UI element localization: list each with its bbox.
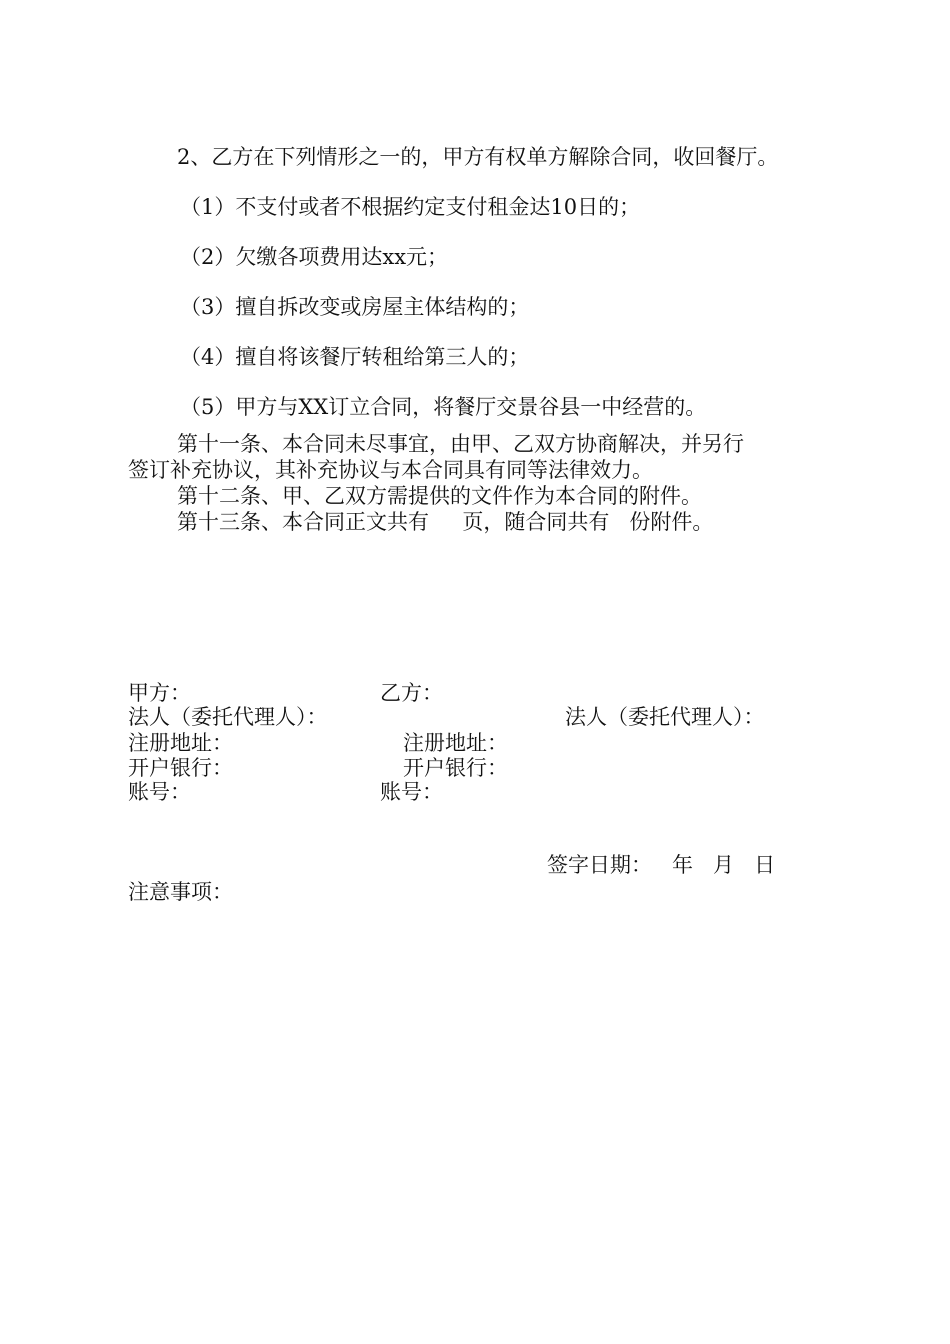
clause-item-2: （2）欠缴各项费用达xx元；: [180, 245, 449, 269]
party-b-account: 账号：: [380, 780, 443, 804]
clause-item-4: （4）擅自将该餐厅转租给第三人的；: [180, 345, 530, 369]
party-a-label: 甲方：: [128, 681, 191, 705]
notes-label: 注意事项：: [128, 880, 233, 904]
clause-item-1: （1）不支付或者不根据约定支付租金达10日的；: [180, 195, 641, 219]
party-b-bank: 开户银行：: [403, 756, 508, 780]
article-11-line-2: 签订补充协议，其补充协议与本合同具有同等法律效力。: [128, 458, 653, 482]
clause-item-5: （5）甲方与XX订立合同，将餐厅交景谷县一中经营的。: [180, 395, 707, 419]
party-b-address: 注册地址：: [403, 731, 508, 755]
party-a-account: 账号：: [128, 780, 191, 804]
party-a-legal-rep: 法人（委托代理人）：: [128, 705, 328, 729]
party-b-label: 乙方：: [380, 681, 443, 705]
article-13: 第十三条、本合同正文共有 页，随合同共有 份附件。: [177, 510, 714, 534]
clause-item-3: （3）擅自拆改变或房屋主体结构的；: [180, 295, 530, 319]
clause-intro: 2、乙方在下列情形之一的，甲方有权单方解除合同，收回餐厅。: [177, 145, 779, 169]
article-11-line-1: 第十一条、本合同未尽事宜，由甲、乙双方协商解决，并另行: [177, 432, 744, 456]
party-b-legal-rep: 法人（委托代理人）：: [565, 705, 765, 729]
article-12: 第十二条、甲、乙双方需提供的文件作为本合同的附件。: [177, 484, 702, 508]
party-a-address: 注册地址：: [128, 731, 233, 755]
party-a-bank: 开户银行：: [128, 756, 233, 780]
sign-date: 签字日期： 年 月 日: [547, 853, 776, 877]
